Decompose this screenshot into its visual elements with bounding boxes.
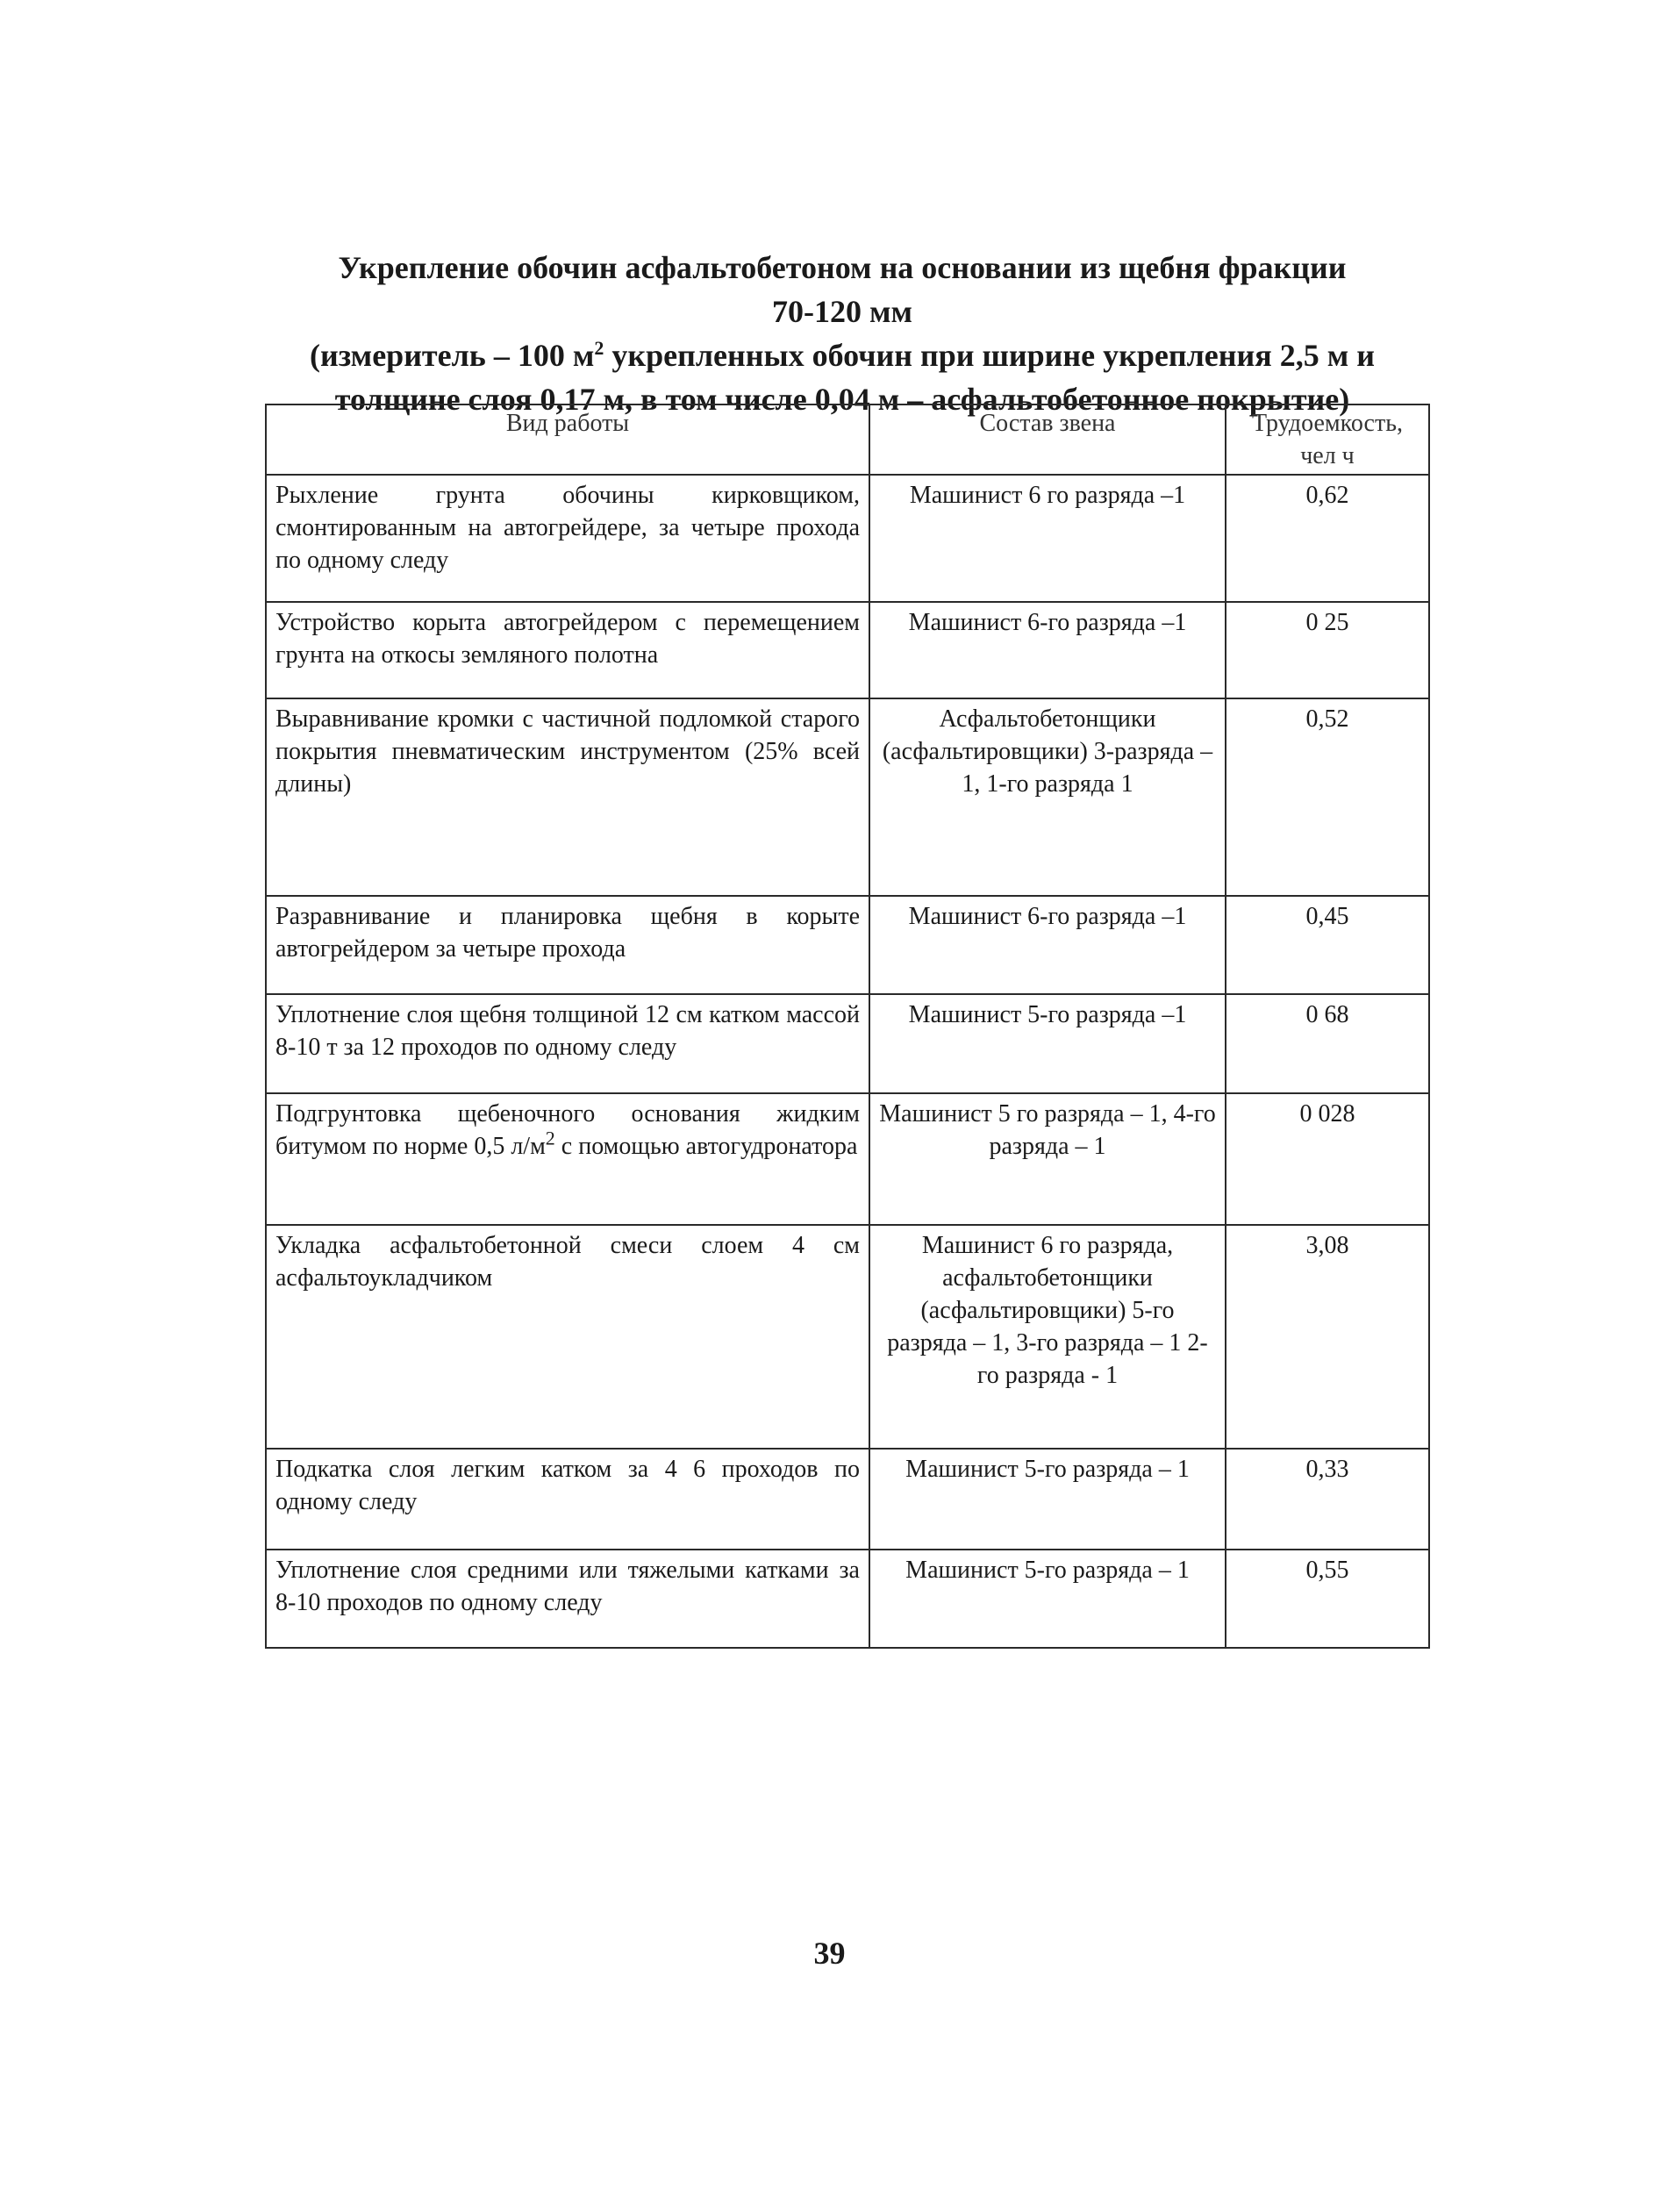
title-line-1: Укрепление обочин асфальтобетоном на основании из щебня фракции bbox=[338, 250, 1347, 285]
crew-cell: Асфальтобетонщики (асфальтировщики) 3-разряда – 1, 1-го разряда 1 bbox=[869, 698, 1226, 896]
work-cell: Рыхление грунта обочины кирковщиком, смонтированным на автогрейдере, за четыре прохода по одному следу bbox=[266, 475, 869, 602]
table-row bbox=[266, 1225, 1429, 1449]
work-cell: Выравнивание кромки с частичной подломкой старого покрытия пневматическим инструментом (25% всей длины) bbox=[266, 698, 869, 896]
title-line-2: 70-120 мм bbox=[771, 294, 913, 329]
title-line-3-start: (измеритель – 100 м bbox=[309, 338, 595, 373]
crew-cell: Машинист 6-го разряда –1 bbox=[869, 602, 1226, 698]
crew-cell: Машинист 6 го разряда, асфальтобетонщики (асфальтировщики) 5-го разряда – 1, 3-го разряда – 1 2-го разряда - 1 bbox=[869, 1225, 1226, 1449]
table-row bbox=[266, 602, 1429, 698]
unit-superscript: 2 bbox=[545, 1127, 555, 1149]
labor-cell: 0 25 bbox=[1226, 602, 1429, 698]
work-cell: Укладка асфальтобетонной смеси слоем 4 см асфальтоукладчиком bbox=[266, 1225, 869, 1449]
work-cell: Подкатка слоя легким катком за 4 6 проходов по одному следу bbox=[266, 1449, 869, 1550]
work-table bbox=[265, 404, 1430, 1649]
work-text-end: с помощью автогудронатора bbox=[554, 1133, 858, 1160]
labor-cell: 0 68 bbox=[1226, 994, 1429, 1093]
header-work-type: Вид работы bbox=[266, 404, 869, 475]
work-cell: Уплотнение слоя средними или тяжелыми катками за 8-10 проходов по одному следу bbox=[266, 1550, 869, 1648]
labor-cell: 0 028 bbox=[1226, 1093, 1429, 1225]
title-line-3-end: укрепленных обочин при ширине укрепления 2,5 м и bbox=[604, 338, 1376, 373]
table-row bbox=[266, 994, 1429, 1093]
page-number: 39 bbox=[813, 1936, 846, 1971]
work-cell bbox=[266, 1093, 869, 1225]
crew-cell: Машинист 6 го разряда –1 bbox=[869, 475, 1226, 602]
title-line-3 bbox=[263, 333, 1421, 377]
crew-cell: Машинист 6-го разряда –1 bbox=[869, 896, 1226, 994]
table-row bbox=[266, 698, 1429, 896]
labor-cell: 0,55 bbox=[1226, 1550, 1429, 1648]
work-cell: Разравнивание и планировка щебня в корыте автогрейдером за четыре прохода bbox=[266, 896, 869, 994]
table-row bbox=[266, 1093, 1429, 1225]
table-row bbox=[266, 475, 1429, 602]
crew-cell: Машинист 5-го разряда –1 bbox=[869, 994, 1226, 1093]
header-labor: Трудоемкость, чел ч bbox=[1226, 404, 1429, 475]
table-row bbox=[266, 1449, 1429, 1550]
labor-cell: 0,52 bbox=[1226, 698, 1429, 896]
title-line-4: толщине слоя 0,17 м, в том числе 0,04 м – асфальтобетонное покрытие) bbox=[334, 382, 1350, 417]
work-text-start: Подгрунтовка щебеночного основания жидким битумом по норме 0,5 л/м bbox=[275, 1100, 860, 1160]
title-superscript: 2 bbox=[594, 337, 604, 359]
table-row bbox=[266, 1550, 1429, 1648]
table-header-row bbox=[266, 404, 1429, 475]
crew-cell: Машинист 5-го разряда – 1 bbox=[869, 1550, 1226, 1648]
table-row bbox=[266, 896, 1429, 994]
crew-cell: Машинист 5 го разряда – 1, 4-го разряда – 1 bbox=[869, 1093, 1226, 1225]
labor-cell: 0,45 bbox=[1226, 896, 1429, 994]
crew-cell: Машинист 5-го разряда – 1 bbox=[869, 1449, 1226, 1550]
header-crew: Состав звена bbox=[869, 404, 1226, 475]
labor-cell: 3,08 bbox=[1226, 1225, 1429, 1449]
document-title bbox=[263, 246, 1421, 421]
labor-cell: 0,62 bbox=[1226, 475, 1429, 602]
labor-cell: 0,33 bbox=[1226, 1449, 1429, 1550]
work-cell: Устройство корыта автогрейдером с перемещением грунта на откосы земляного полотна bbox=[266, 602, 869, 698]
work-cell: Уплотнение слоя щебня толщиной 12 см катком массой 8-10 т за 12 проходов по одному следу bbox=[266, 994, 869, 1093]
